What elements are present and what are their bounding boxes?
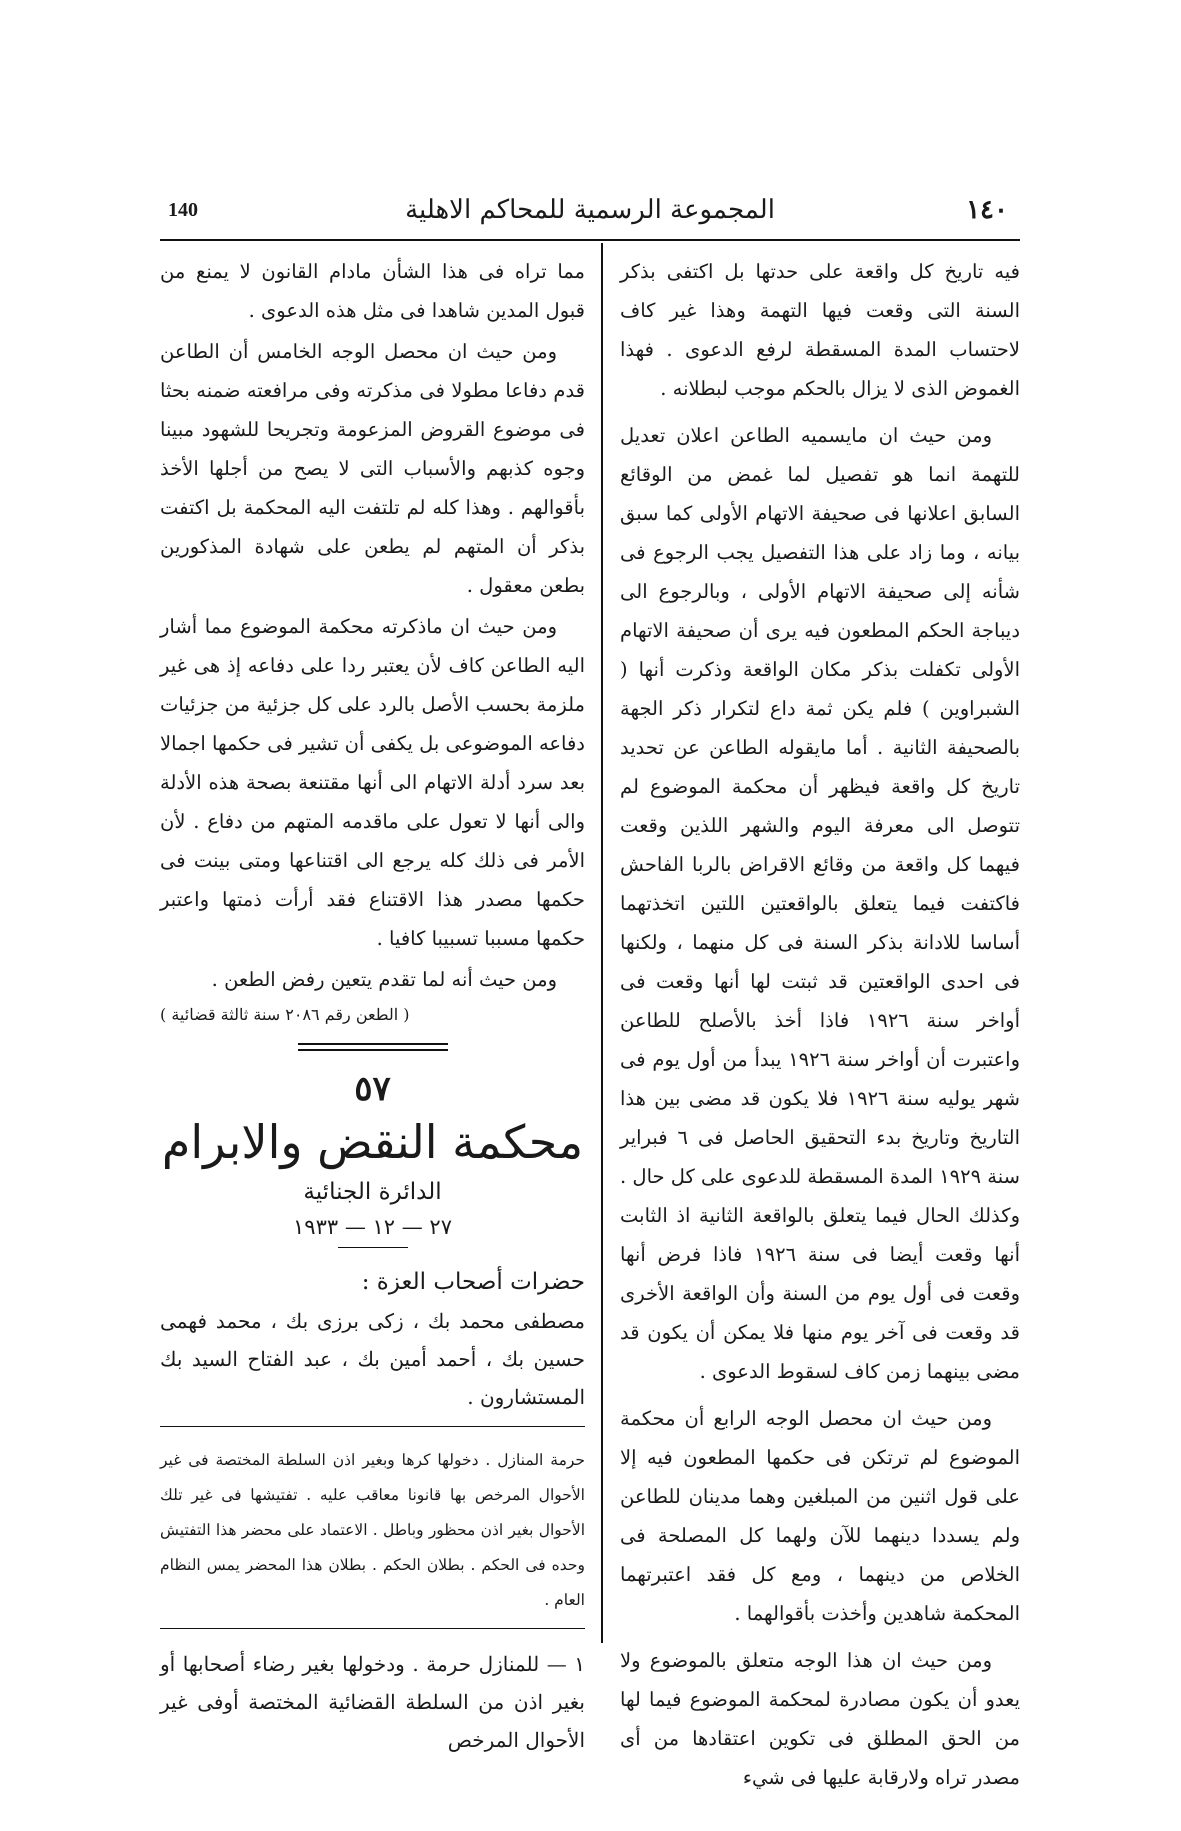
paragraph: فيه تاريخ كل واقعة على حدتها بل اكتفى بذكر السنة التى وقعت فيها التهمة وهذا غير كاف لاحتساب المدة المسقطة لرفع الدعوى . فهذا الغموض الذى لا يزال بالحكم موجب لبطلانه .: [620, 260, 1020, 400]
principle-rule: [160, 1628, 585, 1629]
right-column: [620, 252, 1020, 1805]
headnote-rule: [160, 1426, 585, 1427]
running-title: المجموعة الرسمية للمحاكم الاهلية: [405, 195, 775, 225]
session-date: ٢٧ — ١٢ — ١٩٣٣: [293, 1215, 452, 1239]
page-number-arabic: ١٤٠: [966, 195, 1008, 225]
circuit-name: الدائرة الجنائية: [303, 1179, 442, 1205]
headnote: حرمة المنازل . دخولها كرها وبغير اذن السلطة المختصة فى غير الأحوال المرخص بها قانونا معاقب عليه . تفتيشها فى غير تلك الأحوال بغير اذن محظور وباطل . الاعتماد على محضر هذا التفتيش وحده فى الحكم . بطلان الحكم . بطلان هذا المحضر يمس النظام العام .: [160, 1451, 585, 1609]
paragraph: ومن حيث ان مايسميه الطاعن اعلان تعديل للتهمة انما هو تفصيل لما غمض من الوقائع السابق اعلانها فى صحيفة الاتهام الأولى كما سبق بيانه ، وما زاد على هذا التفصيل يجب الرجوع فى شأنه إلى صحيفة الاتهام الأولى ، وبالرجوع الى ديباجة الحكم المطعون فيه يرى أن صحيفة الاتهام الأولى تكفلت بذكر مكان الواقعة وذكرت أنها ( الشبراوين ) فلم يكن ثمة داع لتكرار ذكر الجهة بالصحيفة الثانية . أما مايقوله الطاعن عن تحديد تاريخ كل واقعة فيظهر أن محكمة الموضوع لم تتوصل الى معرفة اليوم والشهر اللذين وقعت فيهما كل واقعة من وقائع الاقراض بالربا الفاحش فاكتفت فيما يتعلق بالواقعتين اللتين اتخذتهما أساسا للادانة بذكر السنة فى كل منهما ، ولكنها فى احدى الواقعتين قد ثبتت لها أنها وقعت فى أواخر سنة ١٩٢٦ فاذا أخذ بالأصلح للطاعن واعتبرت أن أواخر سنة ١٩٢٦ يبدأ من أول يوم فى شهر يوليه سنة ١٩٢٦ فلا يكون قد مضى بين هذا التاريخ وتاريخ بدء التحقيق الحاصل فى ٦ فبراير سنة ١٩٢٩ المدة المسقطة للدعوى على كل حال . وكذلك الحال فيما يتعلق بالواقعة الثانية اذ الثابت أنها وقعت أيضا فى سنة ١٩٢٦ فاذا فرض أنها وقعت فى أول يوم من السنة وأن الواقعة الأخرى قد وقعت فى آخر يوم منها فلا يمكن أن يكون قد مضى بينهما زمن كاف لسقوط الدعوى .: [620, 424, 1021, 1383]
legal-principle: ١ — للمنازل حرمة . ودخولها بغير رضاء أصحابها أو بغير اذن من السلطة القضائية المختصة أوفى غير الأحوال المرخص: [160, 1652, 585, 1752]
case-number: ٥٧: [354, 1069, 391, 1109]
column-divider: [601, 243, 603, 1643]
paragraph: ومن حيث ان هذا الوجه متعلق بالموضوع ولا يعدو أن يكون مصادرة لمحكمة الموضوع فيما لها من الحق المطلق فى تكوين اعتقادها من أى مصدر تراه ولارقابة عليها فى شيء: [620, 1649, 1020, 1789]
paragraph: ومن حيث أنه لما تقدم يتعين رفض الطعن .: [211, 968, 557, 991]
header-rule: [160, 239, 1020, 241]
section-separator: [298, 1043, 448, 1051]
left-column: [160, 252, 585, 1759]
page-header: [160, 195, 1020, 235]
bench-names: مصطفى محمد بك ، زكى برزى بك ، محمد فهمى حسين بك ، أحمد أمين بك ، عبد الفتاح السيد بك المستشارون .: [160, 1309, 585, 1409]
case-citation: ( الطعن رقم ٢٠٨٦ سنة ثالثة قضائية ): [160, 1005, 410, 1024]
paragraph: ومن حيث ان محصل الوجه الرابع أن محكمة الموضوع لم ترتكن فى حكمها المطعون فيه إلا على قول اثنين من المبلغين وهما مدينان للطاعن ولم يسددا دينهما للآن ولهما كل المصلحة فى الخلاص من دينهما ، ومع كل فقد اعتبرتهما المحكمة شاهدين وأخذت بأقوالهما .: [620, 1407, 1020, 1625]
date-rule: [338, 1247, 408, 1248]
paragraph: ومن حيث ان ماذكرته محكمة الموضوع مما أشار اليه الطاعن كاف لأن يعتبر ردا على دفاعه إذ هى غير ملزمة بحسب الأصل بالرد على كل جزئية من جزئيات دفاعه الموضوعى بل يكفى أن تشير فى حكمها اجمالا بعد سرد أدلة الاتهام الى أنها مقتنعة بصحة هذه الأدلة والى أنها لا تعول على ماقدمه المتهم من دفاع . لأن الأمر فى ذلك كله يرجع الى اقتناعها ومتى بينت فى حكمها مصدر هذا الاقتناع فقد أرأت ذمتها واعتبر حكمها مسببا تسبيبا كافيا .: [160, 615, 585, 950]
bench-heading: حضرات أصحاب العزة :: [361, 1269, 585, 1295]
paragraph: ومن حيث ان محصل الوجه الخامس أن الطاعن قدم دفاعا مطولا فى مذكرته وفى مرافعته ضمنه بحثا فى موضوع القروض المزعومة وتجريحا للشهود مبينا وجوه كذبهم والأسباب التى لا يصح من أجلها الأخذ بأقوالهم . وهذا كله لم تلتفت اليه المحكمة بل اكتفت بذكر أن المتهم لم يطعن على شهادة المذكورين بطعن معقول .: [160, 340, 585, 597]
paragraph: مما تراه فى هذا الشأن مادام القانون لا يمنع من قبول المدين شاهدا فى مثل هذه الدعوى .: [160, 260, 585, 322]
page-number-latin: 140: [168, 199, 198, 221]
court-name: محكمة النقض والابرام: [161, 1115, 584, 1169]
